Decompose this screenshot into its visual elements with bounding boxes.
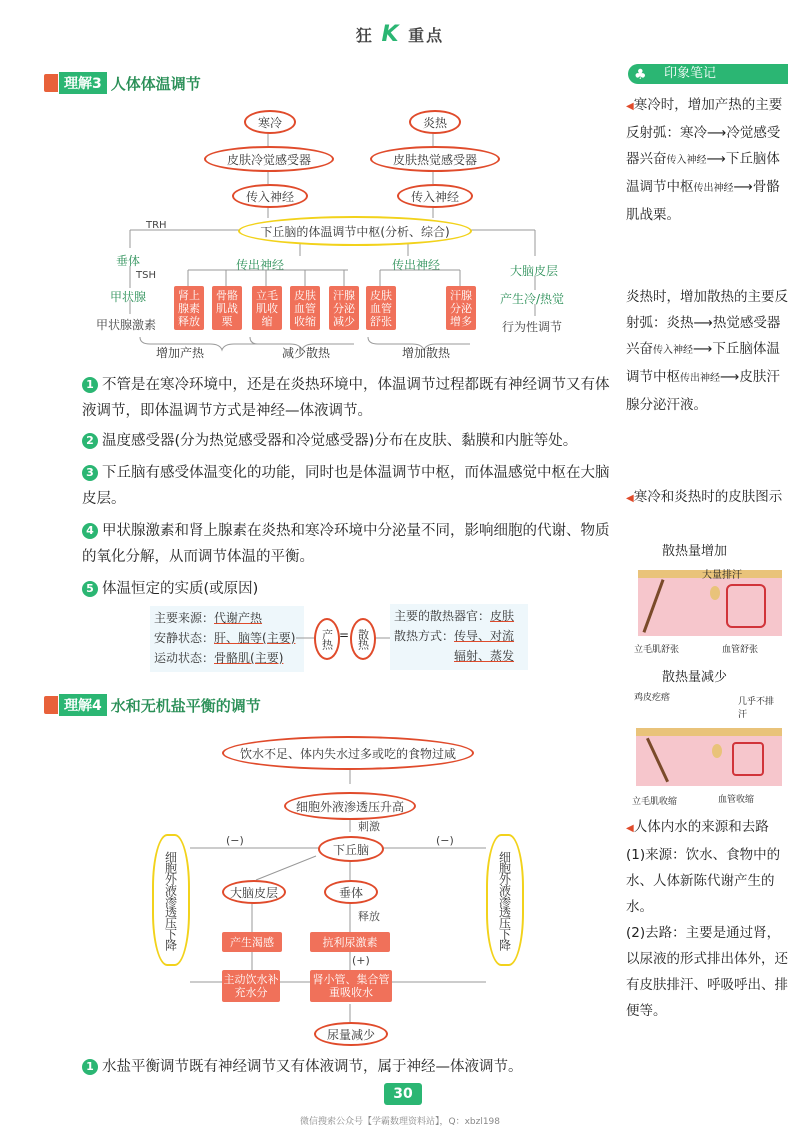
point-3-3: 3 下丘脑有感受体温变化的功能，同时也是体温调节中枢，而体温感觉中枢在大脑皮层。 [82,465,610,507]
figure-2-title: 散热量减少 [662,670,728,685]
thirst-box: 产生渴感 [222,932,282,952]
negative-feedback-left: (−) [226,834,244,847]
heat-loss-node: 散热 [350,618,376,660]
thyroid-label: 甲状腺 [110,290,147,304]
section-3-tag-label: 理解3 [59,72,107,94]
point-3-4: 4 甲状腺激素和肾上腺素在炎热和寒冷环境中分泌量不同，影响细胞的代谢、物质的氧化分解，从而调节体温的平衡。 [82,523,610,565]
figure-1-right-label: 血管舒张 [722,645,759,655]
tsh-label: TSH [136,270,156,281]
urine-decrease-node: 尿量减少 [314,1022,388,1046]
effect-box: 皮肤血管收缩 [290,286,320,330]
efferent-nerve-right: 传出神经 [392,258,441,272]
pituitary-label: 垂体 [116,254,141,268]
page-number: 30 [384,1083,422,1105]
heat-loss-box: 主要的散热器官：皮肤 散热方式：传导、对流 辐射、蒸发 [390,604,528,670]
negative-feedback-right: (−) [436,834,454,847]
cerebral-cortex-label: 大脑皮层 [510,264,559,278]
osmotic-rise-node: 细胞外液渗透压升高 [284,792,416,820]
increase-heat-label: 增加产热 [156,346,205,360]
figure-1-left-label: 立毛肌舒张 [634,645,680,655]
figure-1-title: 散热量增加 [662,544,728,559]
figure-2-top-left-label: 鸡皮疙瘩 [634,693,671,703]
reduce-loss-label: 减少散热 [282,346,331,360]
hot-node: 炎热 [409,110,461,134]
effect-box: 汗腺分泌增多 [446,286,476,330]
effect-box: 立毛肌收缩 [252,286,282,330]
figure-1-sweat-label: 大量排汗 [702,570,742,581]
point-3-5: 5 体温恒定的实质(或原因) [82,576,622,602]
release-label: 释放 [358,910,380,923]
stimulate-label: 刺激 [358,820,380,833]
hair-shape [643,579,665,633]
reabsorb-box: 肾小管、集合管重吸收水 [310,970,392,1002]
effect-box: 肾上腺素释放 [174,286,204,330]
skin-figure-cold [636,728,782,786]
cause-node: 饮水不足、体内失水过多或吃的食物过咸 [222,736,474,770]
note-skin-figure-title: ◀寒冷和炎热时的皮肤图示 [626,489,783,505]
sensation-label: 产生冷/热觉 [500,292,565,306]
adh-box: 抗利尿激素 [310,932,390,952]
section-4-tag [44,694,107,716]
sweat-gland-shape [712,744,722,758]
elephant-icon: ♣ [634,67,647,83]
osmotic-drop-right: 细胞外液渗透压下降 [486,834,524,966]
sweat-gland-shape [710,586,720,600]
section-4-tag-label: 理解4 [59,694,107,716]
pituitary-node: 垂体 [324,880,378,904]
cold-node: 寒冷 [244,110,296,134]
effect-box: 皮肤血管舒张 [366,286,396,330]
cortex-node: 大脑皮层 [222,880,286,904]
footer-text: 微信搜索公众号【学霸数理资料站】，Q：xbzl198 [299,1117,501,1127]
heat-production-node: 产热 [314,618,340,660]
header-k-logo: K [381,22,401,47]
behavior-regulation-label: 行为性调节 [502,320,563,334]
book-icon [44,696,58,714]
drink-box: 主动饮水补充水分 [222,970,280,1002]
thyroxine-label: 甲状腺激素 [96,318,157,332]
cold-receptor-node: 皮肤冷觉感受器 [204,146,334,172]
trh-label: TRH [146,220,167,231]
triangle-icon: ◀ [626,823,634,834]
effect-box: 骨骼肌战栗 [212,286,242,330]
hair-shape [646,738,669,783]
note-cold-reflex: ◀寒冷时，增加产热的主要反射弧：寒冷⟶冷觉感受器兴奋传入神经⟶下丘脑体温调节中枢传出神经⟶骨骼肌战栗。 [626,97,783,223]
note-water-balance: ◀人体内水的来源和去路 (1)来源：饮水、食物中的水、人体新陈代谢产生的水。 (2)去路：主要是通过肾，以尿液的形式排出体外，还有皮肤排汗、呼吸呼出、排便等。 [626,819,788,1019]
point-4-1: 1 水盐平衡调节既有神经调节又有体液调节，属于神经—体液调节。 [82,1054,622,1080]
point-3-1: 1 不管是在寒冷环境中，还是在炎热环境中，体温调节过程都既有神经调节又有体液调节，即体温调节方式是神经—体液调节。 [82,377,610,419]
section-4-heading [44,694,261,716]
afferent-nerve-right: 传入神经 [397,184,473,208]
vessel-shape [732,742,764,776]
osmotic-drop-left: 细胞外液渗透压下降 [152,834,190,966]
sidebar-title: ♣ 印象笔记 [628,64,788,84]
hot-receptor-node: 皮肤热觉感受器 [370,146,500,172]
increase-loss-label: 增加散热 [402,346,451,360]
hypothalamus-center: 下丘脑的体温调节中枢(分析、综合) [238,216,472,246]
point-3-2: 2 温度感受器(分为热觉感受器和冷觉感受器)分布在皮肤、黏膜和内脏等处。 [82,428,622,454]
header-right: 重点 [408,26,445,45]
section-4-title: 水和无机盐平衡的调节 [110,696,261,715]
afferent-nerve-left: 传入神经 [232,184,308,208]
hypothalamus-node: 下丘脑 [318,836,384,862]
equals-sign: = [339,628,350,642]
vessel-shape [726,584,766,628]
heat-production-box: 主要来源：代谢产热 安静状态：肝、脑等(主要) 运动状态：骨骼肌(主要) [150,606,304,672]
effect-box: 汗腺分泌减少 [329,286,359,330]
efferent-nerve-left: 传出神经 [236,258,285,272]
triangle-icon: ◀ [626,493,634,504]
note-hot-reflex: 炎热时，增加散热的主要反射弧：炎热⟶热觉感受器兴奋传入神经⟶下丘脑体温调节中枢传出神经⟶皮肤汗腺分泌汗液。 [626,289,788,413]
positive-effect-label: (+) [352,954,370,967]
figure-2-top-right-label: 几乎不排汗 [738,697,775,720]
section-3-title: 人体体温调节 [110,74,201,93]
figure-2-left-label: 立毛肌收缩 [632,797,678,807]
figure-2-right-label: 血管收缩 [718,795,755,805]
header-left: 狂 [355,26,374,45]
triangle-icon: ◀ [626,101,634,112]
